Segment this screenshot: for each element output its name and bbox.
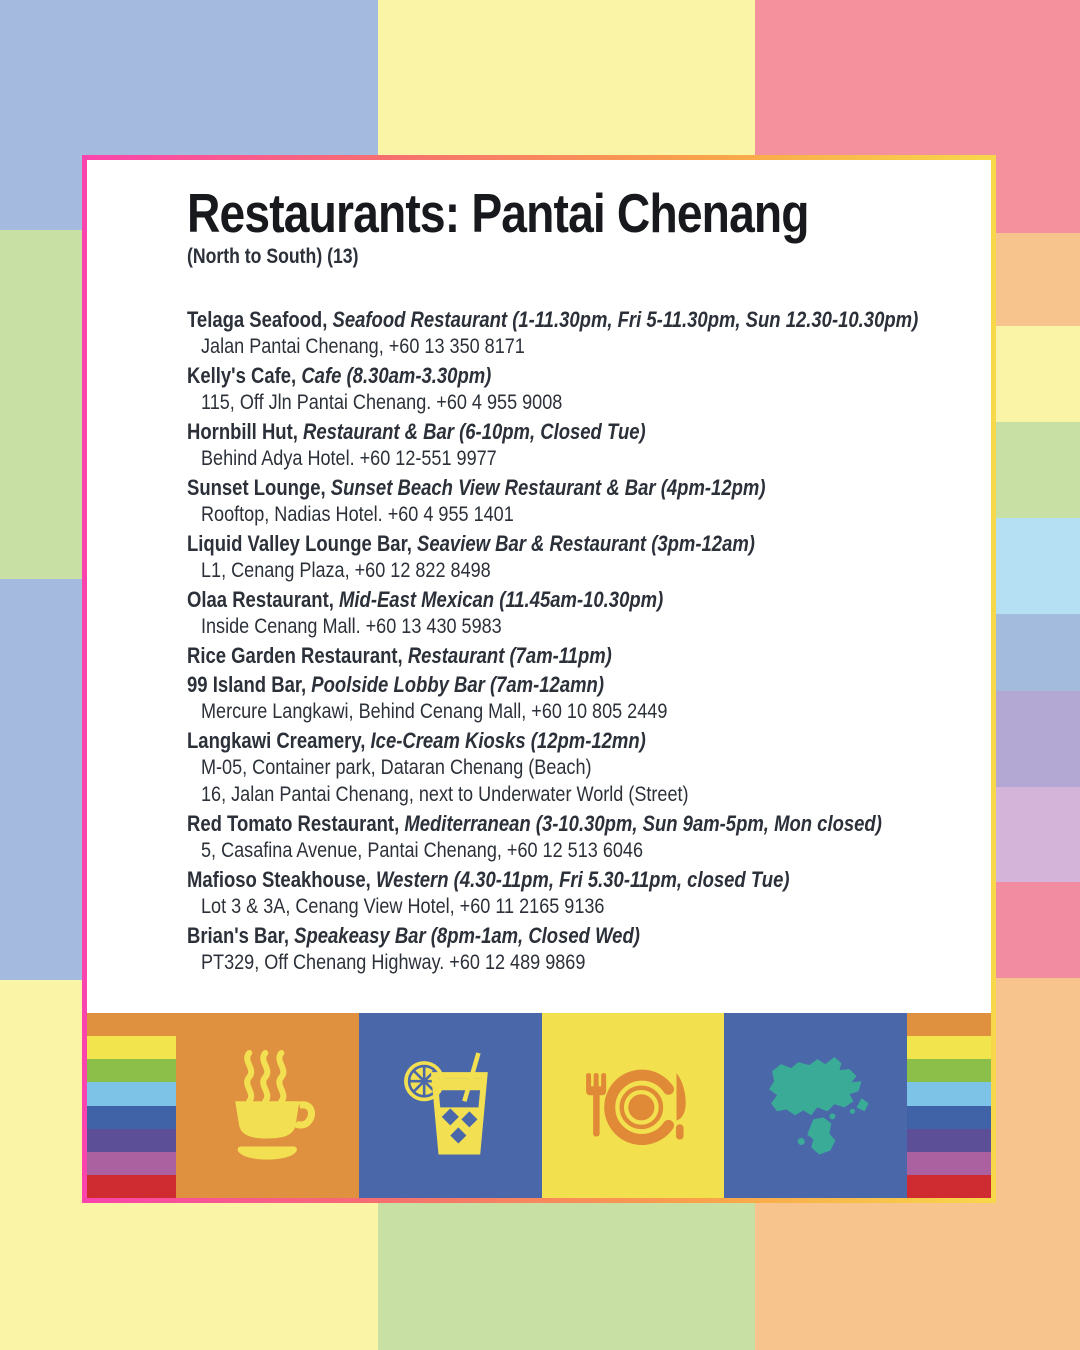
footer-icon-strip [87,1013,991,1198]
restaurant-description: Seafood Restaurant (1-11.30pm, Fri 5-11.30pm, Sun 12.30-10.30pm) [332,307,919,332]
restaurant-headline [187,642,961,669]
restaurant-entry [187,362,961,416]
restaurant-addresses [187,754,961,808]
restaurant-entry [187,810,961,864]
restaurant-address-text: Jalan Pantai Chenang, +60 13 350 8171 [201,334,525,358]
restaurant-description: Western (4.30-11pm, Fri 5.30-11pm, closed Tue) [375,867,790,892]
rainbow-stripe [907,1152,991,1175]
restaurant-headline [187,586,961,613]
restaurant-list [187,306,961,976]
restaurant-address-text: Lot 3 & 3A, Cenang View Hotel, +60 11 2165 9136 [201,894,605,918]
rainbow-stripe [87,1013,176,1036]
iced-drink-icon [390,1045,511,1166]
separator: , [291,363,302,388]
restaurant-description: Mediterranean (3-10.30pm, Sun 9am-5pm, Mon closed) [404,811,882,836]
restaurant-name: Liquid Valley Lounge Bar [187,531,407,556]
restaurant-description: Restaurant (7am-11pm) [407,643,612,668]
restaurant-tile [542,1013,725,1198]
restaurant-content [87,160,991,978]
rainbow-stripe [907,1059,991,1082]
separator: , [406,531,418,556]
restaurant-entry [187,418,961,472]
rainbow-stripe [907,1082,991,1105]
rainbow-stripe [87,1106,176,1129]
restaurant-address-text: PT329, Off Chenang Highway. +60 12 489 9869 [201,950,586,974]
langkawi-map-icon [755,1045,876,1166]
restaurant-address-text: Mercure Langkawi, Behind Cenang Mall, +60 10 805 2449 [201,699,668,723]
restaurant-headline [187,810,961,837]
restaurant-description: Poolside Lobby Bar (7am-12amn) [311,672,604,697]
page-subtitle [187,244,961,270]
restaurant-name: Langkawi Creamery [187,728,361,753]
restaurant-description: Ice-Cream Kiosks (12pm-12mn) [370,728,646,753]
separator: , [365,867,376,892]
restaurant-description: Cafe (8.30am-3.30pm) [301,363,492,388]
restaurant-address-text: Inside Cenang Mall. +60 13 430 5983 [201,614,502,638]
restaurant-address [187,333,961,360]
restaurant-addresses [187,949,961,976]
restaurant-name: Rice Garden Restaurant [187,643,398,668]
info-card-body [87,160,991,1198]
restaurant-entry [187,727,961,808]
rainbow-stripe [907,1129,991,1152]
restaurant-description: Speakeasy Bar (8pm-1am, Closed Wed) [294,923,640,948]
coffee-cup-icon [207,1045,328,1166]
restaurant-headline [187,671,961,698]
restaurant-headline [187,418,961,445]
restaurant-name: Olaa Restaurant [187,587,329,612]
separator: , [394,811,405,836]
restaurant-headline [187,474,961,501]
restaurant-address [187,837,961,864]
rainbow-stripe [87,1175,176,1198]
restaurant-entry [187,922,961,976]
restaurant-description: Mid-East Mexican (11.45am-10.30pm) [339,587,664,612]
restaurant-name: Hornbill Hut [187,419,293,444]
restaurant-addresses [187,698,961,725]
restaurant-name: Sunset Lounge [187,475,321,500]
restaurant-address-text: 16, Jalan Pantai Chenang, next to Underwater World (Street) [201,782,689,806]
separator: , [301,672,312,697]
restaurant-headline [187,866,961,893]
restaurant-entry [187,586,961,640]
restaurant-headline [187,362,961,389]
restaurant-address [187,781,961,808]
rainbow-stripe [87,1036,176,1059]
restaurant-addresses [187,445,961,472]
restaurant-addresses [187,893,961,920]
rainbow-stripe [87,1082,176,1105]
page-title [187,184,961,242]
rainbow-stripe [87,1059,176,1082]
separator: , [397,643,408,668]
restaurant-addresses [187,557,961,584]
restaurant-address-text: 115, Off Jln Pantai Chenang. +60 4 955 9008 [201,390,563,414]
restaurant-address-text: M-05, Container park, Dataran Chenang (Beach) [201,755,592,779]
restaurant-name: Mafioso Steakhouse [187,867,366,892]
restaurant-address [187,501,961,528]
restaurant-entry [187,671,961,725]
restaurant-headline [187,306,961,333]
page-title-text: Restaurants: Pantai Chenang [187,182,809,244]
separator: , [320,475,331,500]
restaurant-description: Seaview Bar & Restaurant (3pm-12am) [417,531,755,556]
restaurant-headline [187,530,961,557]
restaurant-addresses [187,613,961,640]
restaurant-entry [187,530,961,584]
restaurant-addresses [187,389,961,416]
restaurant-entry [187,474,961,528]
restaurant-address-text: L1, Cenang Plaza, +60 12 822 8498 [201,558,491,582]
separator: , [322,307,333,332]
rainbow-stripe [907,1036,991,1059]
restaurant-name: Telaga Seafood [187,307,323,332]
rainbow-stripe [87,1129,176,1152]
restaurant-headline [187,727,961,754]
restaurant-address-text: Behind Adya Hotel. +60 12-551 9977 [201,446,497,470]
restaurant-entry [187,642,961,669]
restaurant-address-text: Rooftop, Nadias Hotel. +60 4 955 1401 [201,502,514,526]
drink-tile [359,1013,542,1198]
rainbow-stripes-left [87,1013,176,1198]
restaurant-name: 99 Island Bar [187,672,302,697]
rainbow-stripe [907,1175,991,1198]
restaurant-description: Restaurant & Bar (6-10pm, Closed Tue) [303,419,646,444]
restaurant-entry [187,306,961,360]
restaurant-name: Red Tomato Restaurant [187,811,395,836]
info-card [82,155,996,1203]
separator: , [328,587,340,612]
restaurant-address [187,389,961,416]
page-subtitle-text: (North to South) (13) [187,245,359,268]
rainbow-stripe [907,1106,991,1129]
restaurant-address [187,698,961,725]
rainbow-stripe [87,1152,176,1175]
map-tile [724,1013,907,1198]
restaurant-address [187,949,961,976]
restaurant-address [187,613,961,640]
restaurant-headline [187,922,961,949]
restaurant-name: Kelly's Cafe [187,363,292,388]
restaurant-entry [187,866,961,920]
rainbow-stripe [907,1013,991,1036]
restaurant-name: Brian's Bar [187,923,284,948]
restaurant-address [187,557,961,584]
restaurant-address-text: 5, Casafina Avenue, Pantai Chenang, +60 12 513 6046 [201,838,643,862]
restaurant-address [187,893,961,920]
restaurant-addresses [187,333,961,360]
restaurant-description: Sunset Beach View Restaurant & Bar (4pm-12pm) [330,475,766,500]
restaurant-address [187,754,961,781]
restaurant-addresses [187,501,961,528]
separator: , [283,923,295,948]
restaurant-addresses [187,837,961,864]
plate-cutlery-icon [573,1045,694,1166]
separator: , [292,419,304,444]
rainbow-stripes-right [907,1013,991,1198]
separator: , [360,728,371,753]
restaurant-address [187,445,961,472]
coffee-tile [176,1013,359,1198]
